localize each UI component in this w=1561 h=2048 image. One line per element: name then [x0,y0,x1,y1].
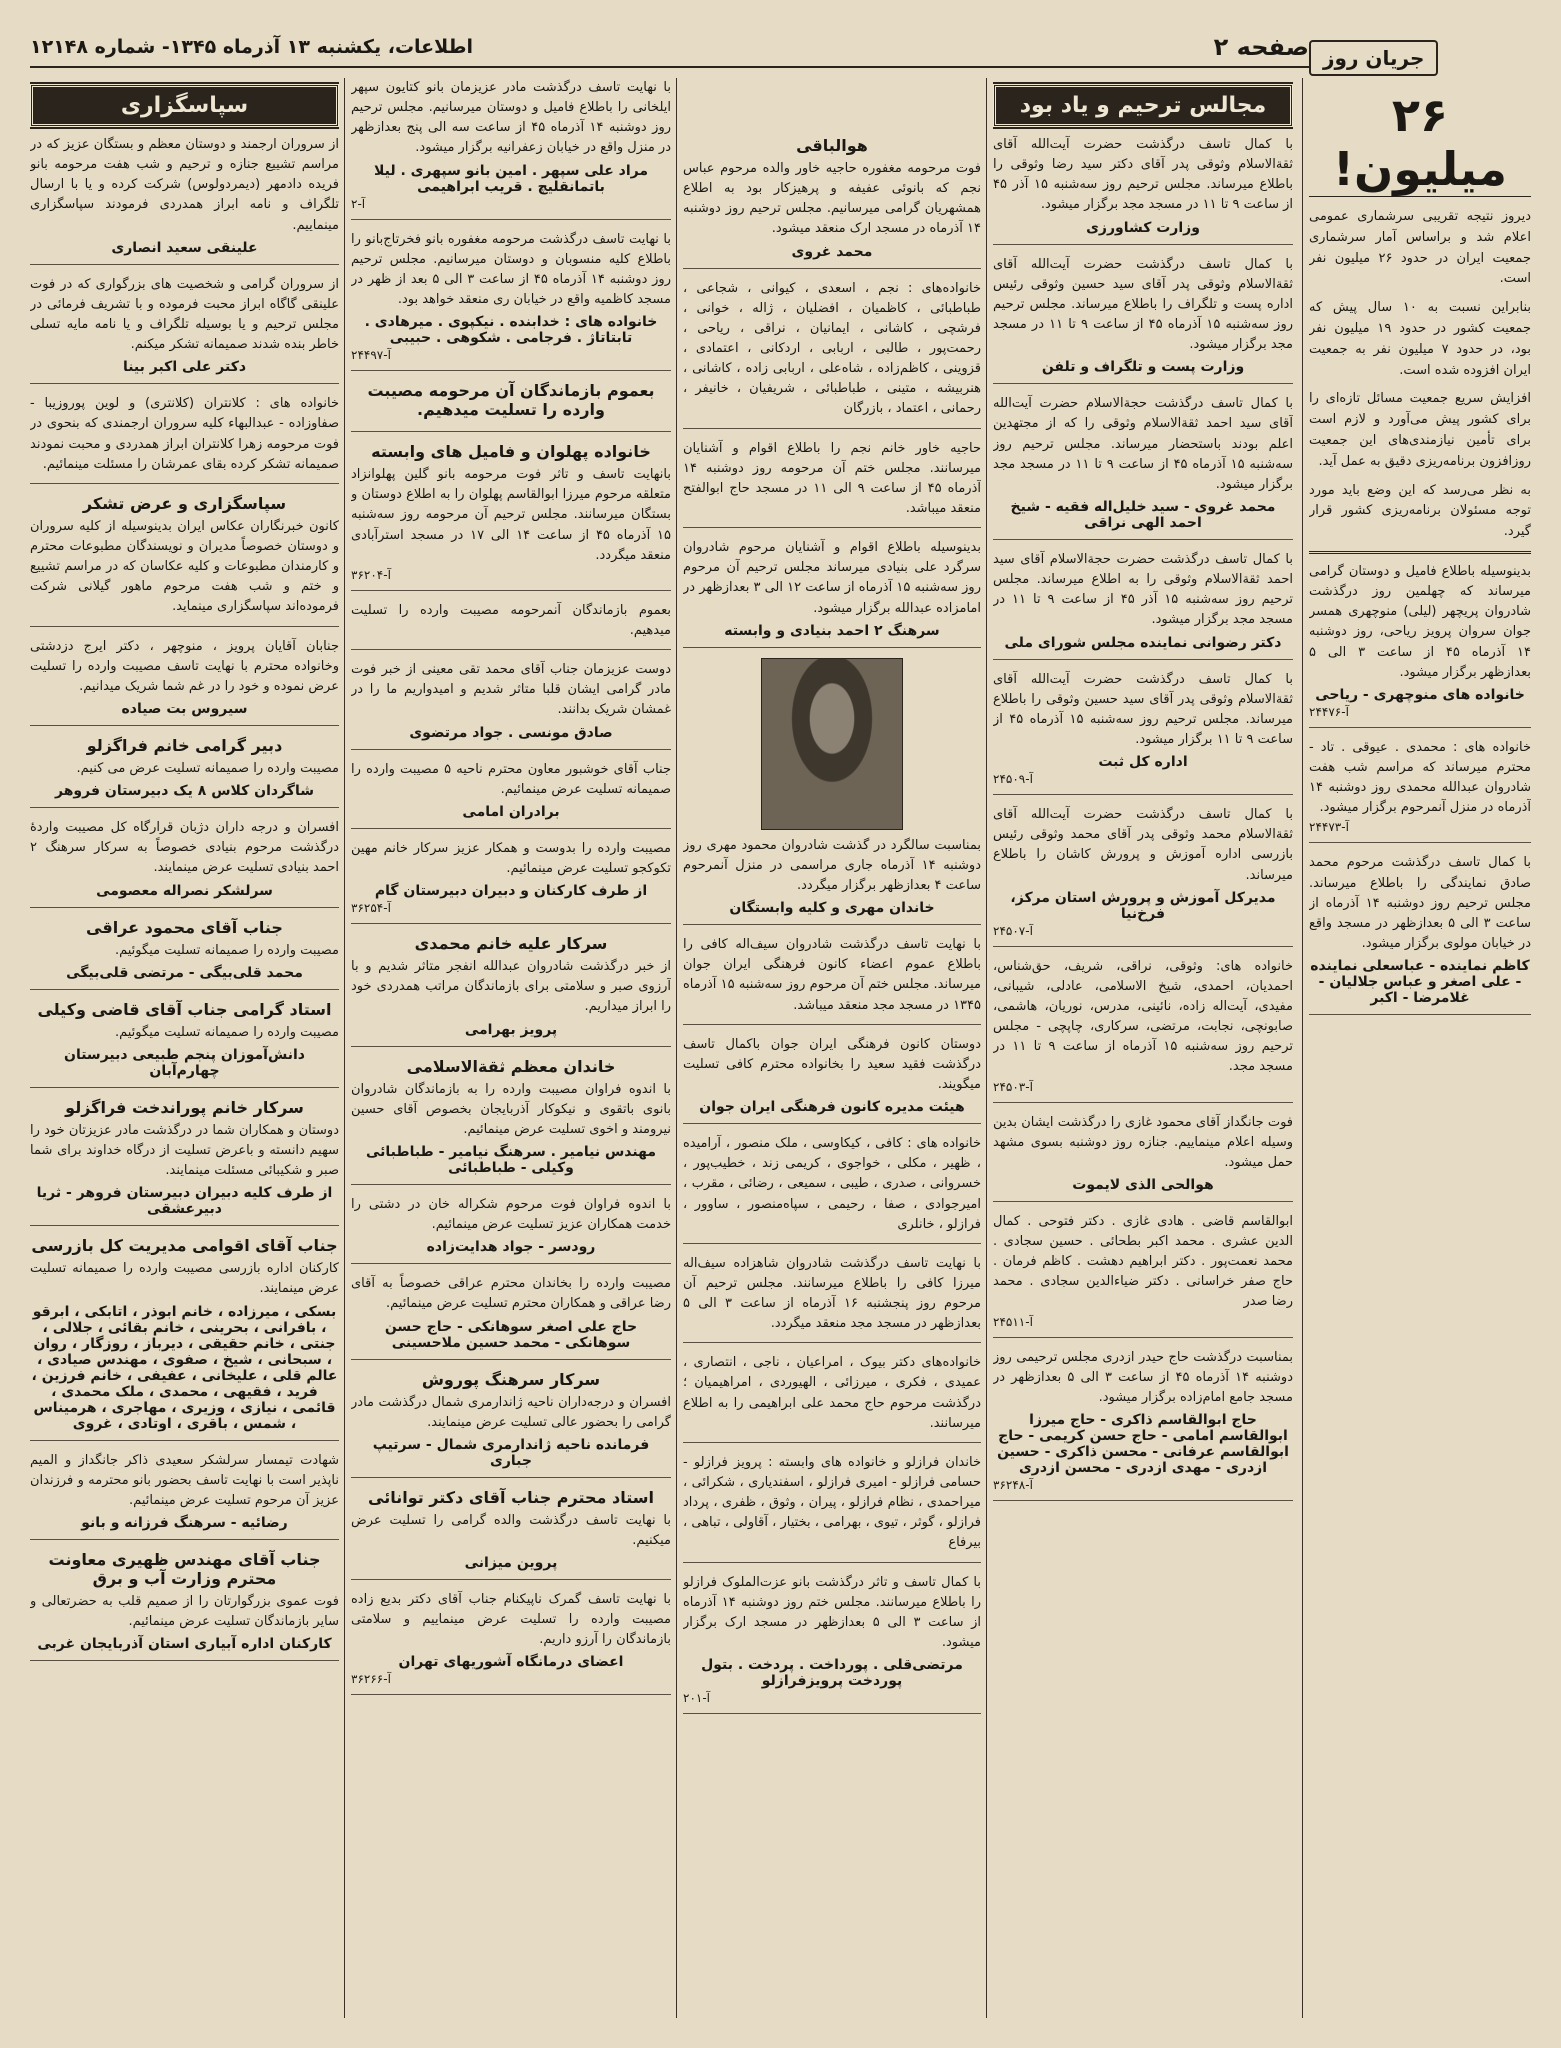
notice-heading: بعموم بازماندگان آن مرحومه مصیبت وارده را تسلیت میدهیم. [367,381,655,420]
notice-text: فوت مرحومه مغفوره حاجیه خاور والده مرحوم عباس نجم که بانوئی عفیفه و پرهیزکار بود به اطلاع همشهریان گرامی میرسانیم. مجلس ترحیم روز دوشنبه ۱۴ آذرماه در مسجد ارک منعقد میشود. [683,161,981,237]
notice-text: بدینوسیله باطلاع اقوام و آشنایان مرحوم شادروان سرگرد علی بنیادی میرساند مجلس ترحیم آن مرحوم روز سه‌شنبه ۱۵ آذرماه از ساعت ۱۲ الی ۳ بعدازظهر در امامزاده عبدالله برگزار میشود. [683,540,981,616]
notice-text: مصیبت وارده را صمیمانه تسلیت عرض می کنیم. [76,760,339,776]
condolence-notice [30,135,339,265]
notice-signature: رضائیه - سرهنگ فرزانه و بانو [81,1514,288,1531]
condolence-notice [30,1098,339,1226]
condolence-notice [351,78,671,220]
condolence-notice [30,394,339,484]
condolence-notice [993,135,1293,245]
notice-text: افسران و درجه داران دژبان قرارگاه کل مصیبت واردهٔ درگذشت مرحوم بنیادی خصوصاً به سرکار سرهنگ ۲ احمد بنیادی تسلیت عرض مینمایند. [30,820,339,876]
condolence-notice [351,660,671,749]
notice-signature: دانش‌آموزان پنجم طبیعی دبیرستان چهارم‌آبان [64,1046,305,1079]
notice-text: از سروران گرامی و شخصیت های بزرگواری که در فوت علینقی گاگاه ابراز محبت فرموده و با تشریف فرمائی در مجلس ترحیم و یا بوسیله تلگراف و یا نامه مایه تسلی خاطر بنده شدند صمیمانه تشکر میکنم. [30,276,339,353]
notice-text: با نهایت تاسف درگذشت شادروان سیف‌اله کافی را باطلاع عموم اعضاء کانون فرهنگی ایران جوان میرساند. مجلس ختم آن مرحوم روز سه‌شنبه ۱۵ آذرماه ۱۳۴۵ در مسجد مجد منعقد میباشد. [683,937,981,1013]
notice-signature: اعضای درمانگاه آشوریهای تهران [398,1654,624,1671]
condolence-notice [1309,853,1531,1015]
condolence-notice [351,1274,671,1359]
masthead [30,28,1309,68]
condolence-notice [683,439,981,529]
notice-text: با نهایت تاسف گمرک ناپیکنام جناب آقای دکتر بدیع زاده مصیبت وارده را تسلیت عرض مینماییم و سلامتی بازماندگان را آرزو داریم. [351,1592,671,1648]
notice-signature: مراد علی سپهر . امین بانو سپهری . لیلا باتمانقلیچ . قریب ابراهیمی [373,162,649,195]
notice-heading: استاد محترم جناب آقای دکتر توانائی [368,1487,654,1507]
notice-signature: وزارت کشاورزی [1086,219,1200,236]
notice-signature: اداره کل ثبت [1098,754,1188,771]
column-divider [676,78,677,2018]
editorial-paragraph: دیروز نتیجه تقریبی سرشماری عمومی اعلام شد و براساس آمار سرشماری جمعیت ایران در حدود ۲۶ میلیون نفر است. [1309,209,1531,287]
notice-code: آ-۲۰۱ [683,1691,711,1706]
notice-text: افسران و درجه‌داران ناحیه ژاندارمری شمال درگذشت مادر گرامی را بحضور عالی تسلیت عرض مینمایند. [351,1394,671,1430]
notice-heading: سرکار خانم پوراندخت فراگزلو [65,1097,304,1117]
notice-code: آ-۳۶۲۶۶ [351,1672,391,1687]
notice-text: خانواده های : کلانتران (کلانتری) و لوین پوروزیبا - صفاوزاده - عبدالبهاء کلیه سروران ارجمندی که بنحوی در فوت مرحومه زهرا کلانتران ابراز همدردی و محبت نمودند صمیمانه تشکر کرده بقای عمرشان را مسئلت مینمائیم. [30,396,339,472]
column-divider [1302,78,1303,2018]
condolence-notice [993,255,1293,385]
notice-text: مصیبت وارده را صمیمانه تسلیت میگوئیم. [114,942,339,958]
notice-signature: از طرف کارکنان و دبیران دبیرستان گام [374,883,648,900]
notice-text: دوست عزیزمان جناب آقای محمد تقی معینی از خبر فوت مادر گرامی ایشان قلبا متاثر شدیم و امیدواریم ما را در غمشان شریک بدانند. [351,662,671,718]
notice-signature: دکتر علی اکبر بینا [122,359,247,376]
condolence-notice [993,670,1293,796]
section-tag: جریان روز [1309,40,1438,76]
notice-code: آ-۲۴۴۷۳ [1309,820,1349,835]
condolence-notice [683,1134,981,1244]
condolence-notice [30,275,339,385]
notice-signature: خانواده های : خدابنده . نیکپوی . میرهادی . تابتاتاژ . فرجامی . شکوهی . حبیبی [364,314,658,347]
notice-signature: حاج ابوالقاسم ذاکری - حاج میرزا ابوالقاسم امامی - حاج حسن کریمی - حاج ابوالقاسم عرفانی - محسن ذاکری - حسین ازدری - مهدی ازدری - محسن ازدری [997,1412,1289,1477]
notice-text: با نهایت تاسف درگذشت شادروان شاهزاده سیف‌اله میرزا کافی را باطلاع میرسانند. مجلس ترحیم آن مرحوم روز پنجشنبه ۱۶ آذرماه از ساعت ۳ الی ۵ بعدازظهر در مسجد مجد منعقد میگردد. [683,1255,981,1332]
notice-text: جناب آقای خوشبور معاون محترم ناحیه ۵ مصیبت وارده را صمیمانه تسلیت عرض مینمائیم. [351,761,671,797]
notice-text: بعموم بازماندگان آنمرحومه مصیبت وارده را تسلیت میدهیم. [351,602,671,638]
notice-heading: دبیر گرامی خانم فراگزلو [86,735,283,755]
notice-text: با کمال تاسف درگذشت مرحوم محمد صادق نمایندگی را باطلاع میرساند. مجلس ترحیم روز دوشنبه ۱۴ آذرماه از ساعت ۳ الی ۵ بعدازظهر در مسجد واقع در خیابان مولوی برگزار میشود. [1309,855,1531,951]
condolence-notice [351,230,671,372]
condolence-notice [30,818,339,907]
notice-text: با نهایت تاسف درگذشت مرحومه مغفوره بانو فخرتاج‌بانو را باطلاع کلیه منسوبان و دوستان میرسانیم. مجلس ترحیم روز دوشنبه ۱۴ آذرماه ۴۵ از ساعت ۳ الی ۵ بعد از ظهر در مسجد کاظمیه واقع در خیابان ری منعقد خواهد بود. [351,231,671,307]
notice-signature: مرتضی‌قلی . پورداخت . پردخت . بتول پوردخت پرویزفرازلو [701,1657,963,1690]
notice-heading: خانواده پهلوان و فامیل های وابسته [371,442,651,462]
condolence-notice [351,381,671,432]
condolence-notice [993,394,1293,540]
notice-text: شهادت تیمسار سرلشکر سعیدی ذاکر جانگداز و المیم ناپذیر است با نهایت تاسف بحضور بانو محترمه و فرزندان عزیز آن مرحوم تسلیت عرض مینمائیم. [30,1452,339,1508]
notice-text: با کمال تاسف و تاثر درگذشت بانو عزت‌الملوک فرازلو را باطلاع میرسانند. مجلس ختم روز دوشنبه ۱۴ آذرماه از ساعت ۳ الی ۵ بعدازظهر در مسجد ارک برگزار میشود. [683,1574,981,1651]
condolence-notice [351,442,671,591]
notice-text: مصیبت وارده را بدوست و همکار عزیز سرکار خانم مهین تکوکجو تسلیت عرض مینمائیم. [351,840,671,876]
notice-code: آ-۳۶۲۴۸ [993,1478,1033,1493]
condolence-notice [993,805,1293,947]
condolence-notice [683,279,981,429]
condolence-notice [351,1195,671,1264]
notice-signature: هیئت مدیره کانون فرهنگی ایران جوان [699,1099,965,1116]
notice-text: فوت جانگداز آقای محمود غازی را درگذشت ایشان بدین وسیله اعلام مینماییم. جنازه روز دوشنبه بسوی مشهد حمل میشود. [993,1114,1293,1170]
notice-text: بمناسبت سالگرد در گذشت شادروان محمود مهری روز دوشنبه ۱۴ آذرماه جاری مراسمی در منزل آنمرحوم ساعت ۴ بعدازظهر برگزار میگردد. [683,837,981,893]
notice-code: آ-۳۶۲۵۴ [351,901,391,916]
condolence-notice [993,957,1293,1103]
divider [1309,551,1531,554]
notice-text: با نهایت تاسف درگذشت والده گرامی را تسلیت عرض میکنیم. [351,1512,671,1548]
notice-signature: کارکنان اداره آبیاری استان آذربایجان غربی [37,1636,332,1653]
notice-text: کانون خبرنگاران عکاس ایران بدینوسیله از کلیه سروران و دوستان خصوصاً مدیران و نویسندگان مطبوعات محترم و کارمندان مطبوعات و کلیه عکاسان که در مراسم تشییع و ختم و شب هفت مرحوم ماهور گیلانی شرکت فرموده‌اند سپاسگزاری مینماید. [30,518,339,615]
notice-signature: صادق مونسی . جواد مرتضوی [409,724,613,741]
page-number: صفحه ۲ [1213,33,1309,61]
notice-text: مصیبت وارده را بخاندان محترم عراقی خصوصاً به آقای رضا عراقی و همکاران محترم تسلیت عرض مینمائیم. [351,1276,671,1312]
condolence-notice [1309,738,1531,844]
section-header: سپاسگزاری [30,84,339,127]
notice-signature: پروین میزانی [464,1555,558,1572]
notice-heading: جناب آقای محمود عراقی [86,917,283,937]
notice-signature: شاگردان کلاس ۸ یک دبیرستان فروهر [55,783,314,800]
editorial-title: ۲۶ میلیون! [1309,88,1531,197]
notice-signature: دکتر رضوانی نماینده مجلس شورای ملی [1004,634,1282,651]
condolence-notice [351,1488,671,1580]
notice-signature: سرلشکر نصراله معصومی [96,882,273,899]
editorial-paragraph: افزایش سریع جمعیت مسائل تازه‌ای را برای کشور پیش می‌آورد و لازم است برای تأمین نیازمندی‌های این جمعیت روزافزون برنامه‌ریزی دقیق به عمل آید. [1309,391,1531,469]
column-thanks [30,78,339,1671]
notice-text: حاجیه خاور خانم نجم را باطلاع اقوام و آشنایان میرسانند. مجلس ختم آن مرحومه روز دوشنبه ۱۴ آذرماه ۴۵ از ساعت ۹ الی ۱۱ در مسجد حاج ابوالفتح منعقد میباشد. [683,440,981,516]
notice-signature: کاظم نماینده - عباسعلی نماینده - علی اصغر و عباس جلالیان - غلامرضا - اکبر [1310,958,1530,1007]
notice-text: بدینوسیله باطلاع فامیل و دوستان گرامی میرساند که چهلمین روز درگذشت شادروان پریچهر (لیلی) منوچهری همسر جوان سروان پرویز ریاحی، روز دوشنبه ۱۴ آذرماه ۴۵ از ساعت ۳ الی ۵ بعدازظهر برگزار میشود. [1309,563,1531,680]
column-obituaries [683,78,981,1724]
column-editorial [1309,40,1531,1025]
condolence-notice [683,136,981,269]
notice-code: آ-۲۴۵۰۳ [993,1079,1033,1094]
notice-signature: محمد غروی - سید خلیل‌اله فقیه - شیخ احمد الهی نراقی [1010,498,1276,531]
notice-code: آ-۲۴۵۱۱ [993,1314,1033,1329]
condolence-notice [683,1453,981,1563]
notice-text: خانواده های : کافی ، کیکاوسی ، ملک منصور ، آرامیده ، ظهیر ، مکلی ، خواجوی ، کریمی زند ، خطیب‌پور ، خسروانی ، صدری ، طیبی ، سمیعی ، رضائی ، مقرب ، امیرجوادی ، صفا ، رحیمی ، سپاه‌منصور ، ساوور ، فرازلو ، خانلری [683,1136,981,1232]
notice-text: خانواده‌های دکتر بیوک ، امراعیان ، ناجی ، انتصاری ، عمیدی ، فکری ، میرزائی ، الهیوردی ، امراهیمیان ؛ درگذشت مرحوم حاج محمد علی ابراهیمی را به اطلاع میرسانند. [683,1355,981,1431]
notice-signature: پرویز بهرامی [464,1021,558,1038]
column-memorials [993,78,1293,1511]
notice-heading: سرکار سرهنگ پوروش [421,1369,601,1389]
notice-code: آ-۲۴۴۷۶ [1309,704,1349,719]
condolence-notice [30,637,339,726]
notice-text: از خبر درگذشت شادروان عبدالله انفجر متاثر شدیم و با آرزوی صبر و سلامتی برای بازماندگان مراتب همدردی خود را ابراز میداریم. [351,959,671,1015]
notice-code: آ-۳۶۲۰۴ [351,567,391,582]
notice-code: آ-۲۴۵۰۷ [993,923,1033,938]
condolence-notice [993,1113,1293,1202]
notice-signature: از طرف کلیه دبیران دبیرستان فروهر - ثریا دبیرعشقی [36,1185,333,1218]
notice-signature: خانواده های منوچهری - ریاحی [1315,686,1525,703]
notice-text: دوستان و همکاران شما در درگذشت مادر عزیزتان خود را سهیم دانسته و باعرض تسلیت از درگاه خداوند برای شما صبر و شکیبائی مسئلت مینمایند. [30,1122,339,1179]
notice-text: با نهایت تاسف درگذشت مادر عزیزمان بانو کتایون سپهر ایلخانی را باطلاع فامیل و دوستان میرسانیم. مجلس ترحیم روز دوشنبه ۱۴ آذرماه ۴۵ از ساعت سه الی پنج بعدازظهر در منزل واقع در خیابان زعفرانیه برگزار میشود. [351,80,671,156]
notice-heading: جناب آقای اقوامی مدیریت کل بازرسی [31,1236,338,1256]
portrait-photo [761,658,903,830]
section-header: مجالس ترحیم و یاد بود [993,84,1293,127]
notice-text: جنابان آقایان پرویز ، منوچهر ، دکتر ایرج دزدشتی وخانواده محترم با نهایت تاسف مصیبت وارده را تسلیت عرض نموده و خود را در غم شما شریک میدانیم. [30,638,339,694]
notice-code: آ-۲ [351,196,366,211]
column-divider [986,78,987,2018]
notice-text: با کمال تاسف درگذشت حضرت آیت‌الله آقای ثقة‌الاسلام وثوقی پدر آقای سید حسین وثوقی را باطلاع میرساند. مجلس ترحیم روز سه‌شنبه ۱۵ آذرماه ۴۵ از ساعت ۹ تا ۱۱ برگزار میشود. [993,671,1293,747]
condolence-notice [683,538,981,648]
notice-text: خانواده‌های : نجم ، اسعدی ، کیوانی ، شجاعی ، طباطبائی ، کاظمیان ، افضلیان ، ژاله ، خوانی ، فرشچی ، کاشانی ، ایمانیان ، نراقی ، ریاحی ، رحمت‌پور ، طالبی ، اربابی ، اردکانی ، اعتمادی ، قزوینی ، کاظم‌زاده ، شاه‌علی ، اربابی زاده ، کاشانی ، هنربیشه ، متینی ، طباطبائی ، شریفیان ، خانیفر ، رحمانی ، اعتماد ، بازرگان [683,280,981,417]
condolence-notice [30,1550,339,1661]
condolence-notice [351,1370,671,1478]
notice-signature: مدیرکل آموزش و پرورش استان مرکز، فرخ‌نیا [1010,889,1276,922]
notice-signature: خاندان مهری و کلیه وابستگان [729,900,935,917]
notice-text: خانواده های: وثوقی، نراقی، شریف، حق‌شناس، احمدیان، احمدی، شیخ الاسلامی، عادلی، شیبانی، مفیدی، آیت‌اله زاده، نائینی، مدرس، نوریان، هاشمی، صابونچی، نجابت، مرتضی، سرکاری، چاپچی - مجلس ترحیم روز سه‌شنبه ۱۵ آذرماه از ساعت ۹ تا ۱۱ در مسجد مجد. [993,958,1293,1075]
condolence-notice [351,839,671,924]
notice-signature: وزارت پست و تلگراف و تلفن [1041,359,1245,376]
notice-heading: سپاسگزاری و عرض تشکر [82,493,287,513]
notice-text: مصیبت وارده را صمیمانه تسلیت میگوئیم. [114,1024,339,1040]
condolence-notice [351,601,671,650]
notice-text: دوستان کانون فرهنگی ایران جوان باکمال تاسف درگذشت فقید سعید را بخانواده محترم کافی تسلیت میگویند. [683,1036,981,1092]
condolence-notice [993,1212,1293,1338]
notice-text: کارکنان اداره بازرسی مصیبت وارده را صمیمانه تسلیت عرض مینمایند. [30,1261,339,1297]
notice-signature: هوالحی الذی لایموت [1072,1176,1214,1193]
condolence-notice [683,1254,981,1344]
notice-signature: حاج علی اصغر سوهانکی - حاج حسن سوهانکی - محمد حسین ملاحسینی [384,1318,638,1351]
notice-signature: فرمانده ناحیه ژاندارمری شمال - سرتیپ جباری [372,1436,650,1469]
condolence-notice [351,760,671,829]
notice-signature: سرهنگ ۲ احمد بنیادی و وابسته [724,622,940,639]
notice-text: با اندوه فراوان مصیبت وارده را به بازماندگان شادروان بانوی باتقوی و نیکوکار آذربایجان بخصوص آقای حسین نیرومند و اخوی تسلیت عرض مینمائیم. [351,1081,671,1137]
condolence-notice [993,1348,1293,1501]
notice-text: با کمال تاسف درگذشت حضرت آیت‌الله آقای ثقة‌الاسلام وثوقی پدر آقای سید حسین وثوقی رئیس اداره پست و تلگراف را باطلاع میرساند. مجلس ترحیم روز سه‌شنبه ۱۵ آذرماه ۴۵ از ساعت ۹ تا ۱۱ در مسجد مجد برگزار میشود. [993,256,1293,353]
condolence-notice [30,918,339,990]
editorial-paragraph: به نظر می‌رسد که این وضع باید مورد توجه مسئولان برنامه‌ریزی کشور قرار گیرد. [1309,482,1531,540]
condolence-notice [30,494,339,627]
notice-heading: سرکار علیه خانم محمدی [414,934,608,954]
notice-text: بمناسبت درگذشت حاج حیدر ازدری مجلس ترحیمی روز دوشنبه ۱۴ آذرماه ۴۵ از ساعت ۳ الی ۵ بعدازظهر در مسجد جامع امام‌زاده برگزار میشود. [993,1349,1293,1405]
column-divider [344,78,345,2018]
notice-text: خاندان فرازلو و خانواده های وابسته : پرویز فرازلو - حسامی فرازلو - امیری فرازلو ، اسفندیاری ، شکرائی ، میراحمدی ، نظام فرازلو ، پیران ، وثوق ، ظفری ، پرداد فرازلو ، گوثر ، تیوی ، بهرامی ، بختیار ، آقاولی ، تباهی ، بیرفاع [683,1454,981,1551]
condolence-notice [993,550,1293,660]
condolence-notice [683,1035,981,1124]
condolence-notice [1309,562,1531,728]
notice-text: فوت عموی بزرگوارتان را از صمیم قلب به حضرتعالی و سایر بازماندگان تسلیت عرض مینمائیم. [30,1593,339,1630]
notice-code: آ-۲۴۴۹۷ [351,348,391,363]
notice-signature: بسکی ، میرزاده ، خانم ابوذر ، اتابکی ، ابرقو ، بافرانی ، بحرینی ، خانم بقائی ، جلالی ، جنتی ، خانم حقیقی ، دیرباز ، روزگار ، روان ، سبحانی ، شیخ ، صفوی ، مهندس صیادی ، عالم قلی ، علیخانی ، عفیفی ، خانم فرزین ، فرید ، فقیهی ، محمدی ، ملک محمدی ، قائمی ، نیازی ، وزیری ، مهاجری ، هرمیناس ، شمس ، باقری ، اوتادی ، غروی [31,1303,338,1432]
condolence-notice [30,1451,339,1540]
condolence-notice [351,1590,671,1695]
notice-signature: محمد غروی [791,243,873,260]
condolence-notice [351,1057,671,1185]
condolence-notice [683,658,981,925]
notice-signature: محمد قلی‌بیگی - مرتضی قلی‌بیگی [66,964,303,981]
notice-text: با کمال تاسف درگذشت حضرت حجة‌الاسلام آقای سید احمد ثقة‌الاسلام وثوقی را به اطلاع میرساند. مجلس ترحیم روز سه‌شنبه ۱۵ آذر ۴۵ از ساعت ۹ تا ۱۱ در مسجد مجد برگزار میشود. [993,551,1293,628]
notice-signature: سیروس بت صیاده [121,700,248,717]
notice-code: آ-۲۴۵۰۹ [993,772,1033,787]
notice-text: از سروران ارجمند و دوستان معظم و بستگان عزیز که در مراسم تشییع جنازه و ترحیم و شب هفت مرحومه بانو فریده دادمهر (دیمردولوس) شرکت کرده و یا با ارسال تلگراف و نامه ابراز همدردی فرمودند سپاسگزاری مینماییم. [30,137,339,233]
condolence-notice [30,1000,339,1088]
condolence-notice [683,1353,981,1443]
notice-text: با کمال تاسف درگذشت حضرت آیت‌الله آقای ثقة‌الاسلام وثوقی پدر آقای دکتر سید رضا وثوقی را باطلاع میرساند. مجلس ترحیم روز سه‌شنبه ۱۵ آذر ۴۵ از ساعت ۹ تا ۱۱ در مسجد مجد برگزار میشود. [993,137,1293,213]
notice-text: با اندوه فراوان فوت مرحوم شکراله خان در دشتی را خدمت همکاران عزیز تسلیت عرض مینمائیم. [351,1196,671,1233]
notice-heading: هوالباقی [796,136,868,155]
notice-signature: مهندس نیامیر . سرهنگ نیامیر - طباطبائی وکیلی - طباطبائی [365,1143,656,1176]
column-condolences [351,78,671,1705]
notice-text: با کمال تاسف درگذشت حضرت آیت‌الله آقای ثقة‌الاسلام محمد وثوقی پدر آقای محمد وثوقی رئیس بازرسی اداره آموزش و پرورش کاشان را باطلاع میرساند. [993,807,1293,883]
editorial-paragraph: بنابراین نسبت به ۱۰ سال پیش که جمعیت کشور در حدود ۱۹ میلیون نفر بود، در حدود ۷ میلیون نفر به جمعیت ایران افزوده شده است. [1309,300,1531,378]
notice-text: ابوالقاسم قاضی . هادی غازی . دکتر فتوحی . کمال الدین عشری . محمد اکبر بطحائی . حسین سجادی . محمد نعمت‌پور . دکتر ابراهیم دهشت . کاظم فرمان . حاج صفر خراسانی . دکتر ضیاءالدین سجادی . محمد رضا صدر [993,1213,1293,1310]
notice-text: با کمال تاسف درگذشت حجة‌الاسلام حضرت آیت‌الله آقای سید احمد ثقة‌الاسلام وثوقی را که از مجتهدین اعلم بودند باستحضار میرساند. مجلس ترحیم روز سه‌شنبه ۱۵ آذرماه ۴۵ از ساعت ۹ تا ۱۱ در مسجد مجد برگزار میشود. [993,396,1293,492]
notice-text: خانواده های : محمدی . عیوقی . تاد - محترم میرساند که مراسم شب هفت شادروان عبدالله محمدی روز دوشنبه ۱۴ آذرماه در منزل آنمرحوم برگزار میشود. [1309,739,1531,816]
condolence-notice [30,1236,339,1440]
notice-heading: جناب آقای مهندس ظهیری معاونت محترم وزارت آب و برق [48,1549,321,1588]
notice-signature: علینقی سعید انصاری [111,239,258,256]
notice-heading: استاد گرامی جناب آقای قاضی وکیلی [37,999,332,1019]
condolence-notice [683,1573,981,1715]
newspaper-dateline: اطلاعات، یکشنبه ۱۳ آذرماه ۱۳۴۵- شماره ۱۲۱۴۸ [30,36,473,58]
condolence-notice [683,935,981,1025]
notice-text: بانهایت تاسف و تاثر فوت مرحومه بانو گلین پهلوانزاد متعلقه مرحوم میرزا ابوالقاسم پهلوان را به اطلاع دوستان و بستگان میرسانند. مجلس ترحیم آن مرحومه روز سه‌شنبه ۱۵ آذرماه ۴۵ از ساعت ۱۴ الی ۱۷ در مسجد استرآبادی منعقد میگردد. [351,467,671,563]
condolence-notice [30,736,339,808]
notice-heading: خاندان معظم ثقة‌الاسلامی [406,1056,616,1076]
condolence-notice [351,934,671,1046]
notice-signature: برادران امامی [462,803,560,820]
notice-signature: رودسر - جواد هدایت‌زاده [426,1239,596,1256]
